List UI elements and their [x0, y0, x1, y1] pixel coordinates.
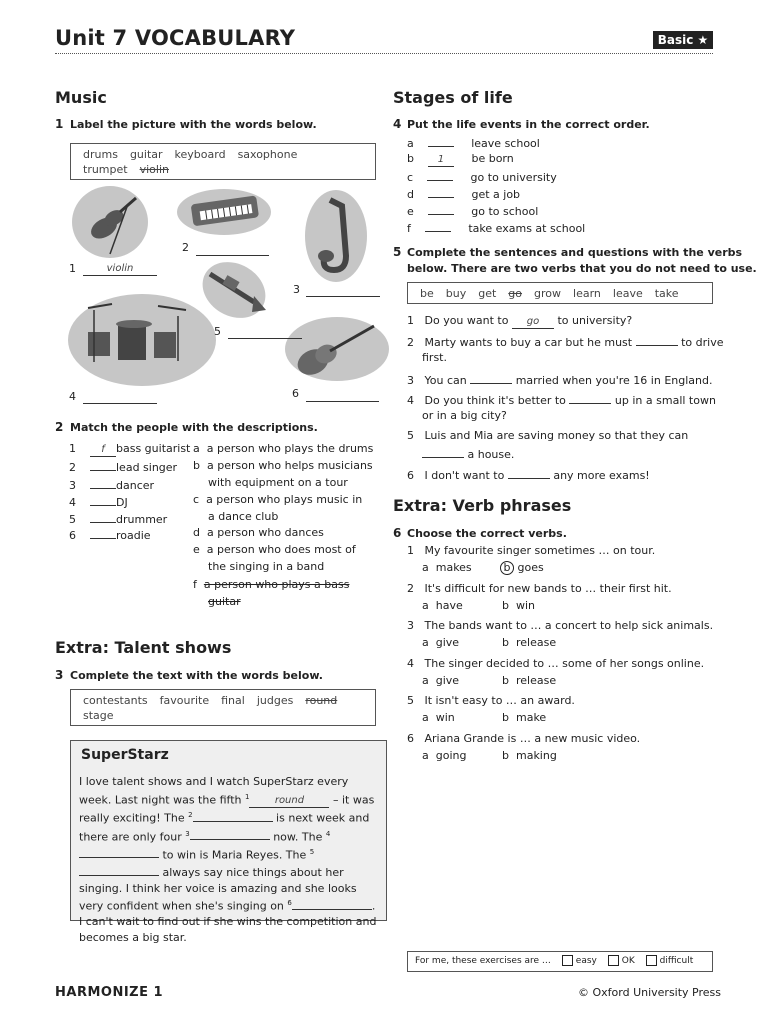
- life-event: b 1 be born: [407, 152, 514, 165]
- choice-question: 4 The singer decided to … some of her songs online.: [407, 657, 705, 670]
- answer-blank[interactable]: [306, 389, 379, 402]
- exercise-number: 2: [55, 420, 64, 434]
- answer-blank[interactable]: [193, 809, 273, 822]
- word: judges: [256, 694, 294, 707]
- word: saxophone: [237, 148, 298, 161]
- answer-blank[interactable]: go: [512, 316, 554, 329]
- circled-choice: b: [500, 561, 514, 575]
- choice-question: 5 It isn't easy to … an award.: [407, 694, 575, 707]
- sentence-cont: or in a big city?: [422, 409, 507, 422]
- answer-blank[interactable]: [90, 510, 116, 523]
- life-event: e go to school: [407, 202, 538, 220]
- picture-number: 4: [69, 390, 76, 403]
- word-box-talent: [70, 689, 376, 726]
- section-heading-stages: Stages of life: [393, 88, 513, 107]
- story-text: I love talent shows and I watch SuperStarz every week. Last night was the fifth $^1$ round – it was really exciting! The $^2$ is next week and there are only four $^3$ now. The $^4$ to win is Maria Reyes. The $^5$ always say nice things about her singing. I think her voice is amazing and she looks very confident when she's singing on $^6$ . I can't wait to find out if she wins the competition and becomes a big star.: [79, 775, 377, 945]
- match-description: f a person who plays a bass: [193, 578, 350, 591]
- answer-blank[interactable]: 1: [428, 154, 454, 167]
- feedback-box: For me, these exercises are … easy OK difficult: [407, 951, 713, 972]
- match-description-cont: with equipment on a tour: [208, 476, 348, 489]
- choice-b[interactable]: b make: [502, 711, 547, 724]
- level-badge: Basic ★: [653, 31, 713, 49]
- match-person: 5 drummer: [69, 510, 167, 528]
- answer-blank[interactable]: [428, 185, 454, 198]
- choice-a[interactable]: a makes: [422, 561, 472, 574]
- picture-number: 6: [292, 387, 299, 400]
- answer-blank[interactable]: [470, 371, 512, 384]
- life-event: c go to university: [407, 168, 557, 186]
- word: grow: [534, 287, 562, 300]
- word: buy: [445, 287, 467, 300]
- exercise-number: 6: [393, 526, 402, 540]
- choice-a[interactable]: a give: [422, 636, 460, 649]
- match-description-cont: the singing in a band: [208, 560, 325, 573]
- checkbox-ok[interactable]: [608, 955, 619, 966]
- answer-blank[interactable]: [90, 493, 116, 506]
- exercise-number: 4: [393, 117, 402, 131]
- copyright: © Oxford University Press: [578, 986, 722, 999]
- match-description: b a person who helps musicians: [193, 459, 373, 472]
- picture-number: 3: [293, 283, 300, 296]
- sentence: 4 Do you think it's better to up in a small town: [407, 391, 716, 409]
- exercise-instruction: Complete the sentences and questions with the verbs: [407, 246, 743, 259]
- story-box: [70, 740, 387, 945]
- answer-blank[interactable]: [90, 526, 116, 539]
- exercise-number: 5: [393, 245, 402, 259]
- life-event: d get a job: [407, 185, 520, 203]
- picture-number: 2: [182, 241, 189, 254]
- answer-blank[interactable]: [196, 243, 269, 256]
- answer-blank[interactable]: [425, 219, 451, 232]
- word-struck: go: [508, 287, 523, 300]
- exercise-instruction: Label the picture with the words below.: [70, 118, 317, 131]
- answer-blank[interactable]: [508, 466, 550, 479]
- exercise-instruction: Complete the text with the words below.: [70, 669, 323, 682]
- word: final: [221, 694, 245, 707]
- checkbox-easy[interactable]: [562, 955, 573, 966]
- word-box-music: [70, 143, 376, 180]
- answer-blank[interactable]: [569, 391, 611, 404]
- violin-picture: [72, 186, 148, 258]
- choice-question: 2 It's difficult for new bands to … their first hit.: [407, 582, 672, 595]
- section-heading-talent: Extra: Talent shows: [55, 638, 232, 657]
- match-description-cont: a dance club: [208, 510, 279, 523]
- sentence-cont: a house.: [422, 445, 514, 463]
- word: stage: [83, 709, 114, 722]
- life-event: a leave school: [407, 134, 540, 152]
- word: take: [654, 287, 679, 300]
- word: favourite: [159, 694, 210, 707]
- match-person: 4 DJ: [69, 493, 128, 511]
- choice-a[interactable]: a give: [422, 674, 460, 687]
- word: trumpet: [83, 163, 128, 176]
- picture-number: 1: [69, 262, 76, 275]
- exercise-instruction: Put the life events in the correct order.: [407, 118, 650, 131]
- answer-blank[interactable]: [79, 863, 159, 876]
- match-person: 1 f bass guitarist: [69, 442, 191, 455]
- life-event: f take exams at school: [407, 219, 585, 237]
- choice-a[interactable]: a have: [422, 599, 463, 612]
- word: be: [420, 287, 434, 300]
- choice-question: 1 My favourite singer sometimes … on tour.: [407, 544, 656, 557]
- word: guitar: [129, 148, 163, 161]
- exercise-instruction: Match the people with the descriptions.: [70, 421, 318, 434]
- page-title: Unit 7 VOCABULARY: [55, 26, 296, 50]
- answer-blank[interactable]: [90, 458, 116, 471]
- match-description-cont: guitar: [208, 595, 241, 608]
- answer-blank[interactable]: [422, 445, 464, 458]
- sentence: 5 Luis and Mia are saving money so that they can: [407, 429, 689, 442]
- word: learn: [573, 287, 601, 300]
- choice-question: 3 The bands want to … a concert to help sick animals.: [407, 619, 714, 632]
- exercise-instruction: Choose the correct verbs.: [407, 527, 567, 540]
- word: contestants: [83, 694, 148, 707]
- checkbox-difficult[interactable]: [646, 955, 657, 966]
- answer-blank[interactable]: [79, 845, 159, 858]
- exercise-number: 1: [55, 117, 64, 131]
- answer-blank[interactable]: [292, 897, 372, 910]
- answer-blank[interactable]: [190, 827, 270, 840]
- brand-logo: HARMONIZE 1: [55, 985, 164, 1000]
- match-description: c a person who plays music in: [193, 493, 363, 506]
- sentence: 3 You can married when you're 16 in England.: [407, 371, 712, 389]
- keyboard-picture: [177, 189, 271, 235]
- choice-b[interactable]: b goes: [500, 560, 544, 576]
- word-struck: round: [305, 694, 338, 707]
- answer-blank[interactable]: f: [90, 444, 116, 457]
- drums-picture: [68, 294, 216, 386]
- sentence: 6 I don't want to any more exams!: [407, 466, 650, 484]
- word: get: [478, 287, 497, 300]
- section-heading-verbs: Extra: Verb phrases: [393, 496, 572, 515]
- choice-b[interactable]: b making: [502, 749, 557, 762]
- section-heading-music: Music: [55, 88, 107, 107]
- word: keyboard: [174, 148, 226, 161]
- answer-blank[interactable]: violin: [83, 263, 157, 276]
- saxophone-picture: [305, 190, 367, 282]
- exercise-number: 3: [55, 668, 64, 682]
- word-box-verbs: [407, 282, 713, 304]
- answer-blank[interactable]: [90, 476, 116, 489]
- sentence-cont: first.: [422, 351, 447, 364]
- answer-blank[interactable]: [427, 168, 453, 181]
- word: leave: [612, 287, 643, 300]
- sentence: 1 Do you want to go to university?: [407, 314, 633, 327]
- match-person: 6 roadie: [69, 526, 151, 544]
- sentence: 2 Marty wants to buy a car but he must to drive: [407, 333, 723, 351]
- header-divider: [55, 53, 713, 54]
- answer-blank[interactable]: [306, 284, 380, 297]
- choice-a[interactable]: a going: [422, 749, 467, 762]
- story-title: SuperStarz: [81, 747, 169, 763]
- answer-blank[interactable]: [83, 391, 157, 404]
- answer-blank[interactable]: [428, 134, 454, 147]
- exercise-instruction: below. There are two verbs that you do not need to use.: [407, 262, 757, 275]
- feedback-text: For me, these exercises are …: [415, 956, 551, 966]
- choice-b[interactable]: b release: [502, 674, 557, 687]
- choice-a[interactable]: a win: [422, 711, 455, 724]
- word-struck: violin: [139, 163, 169, 176]
- answer-blank[interactable]: [428, 202, 454, 215]
- word: drums: [83, 148, 118, 161]
- picture-number: 5: [214, 325, 221, 338]
- answer-blank[interactable]: [636, 333, 678, 346]
- match-description: e a person who does most of: [193, 543, 356, 556]
- match-person: 3 dancer: [69, 476, 154, 494]
- match-description: d a person who dances: [193, 526, 324, 539]
- match-person: 2 lead singer: [69, 458, 177, 476]
- choice-b[interactable]: b win: [502, 599, 536, 612]
- answer-blank[interactable]: round: [249, 795, 329, 808]
- choice-b[interactable]: b release: [502, 636, 557, 649]
- choice-question: 6 Ariana Grande is … a new music video.: [407, 732, 641, 745]
- match-description: a a person who plays the drums: [193, 442, 374, 455]
- answer-blank[interactable]: [228, 326, 302, 339]
